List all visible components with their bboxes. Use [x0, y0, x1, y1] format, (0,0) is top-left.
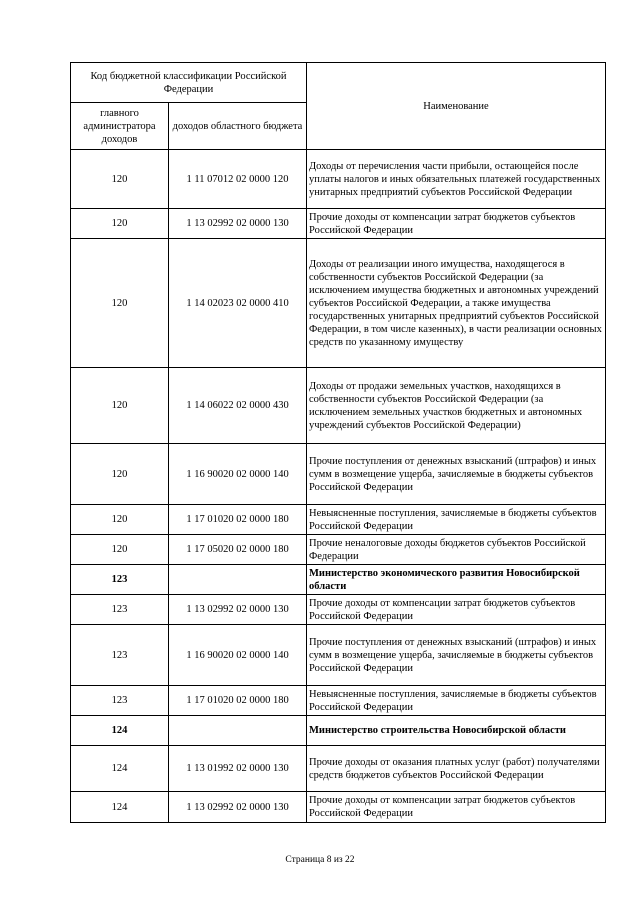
ministry-name-cell: Министерство экономического развития Новосибирской области: [307, 565, 606, 595]
page-number: Страница 8 из 22: [285, 855, 355, 865]
name-cell: Прочие поступления от денежных взысканий (штрафов) и иных сумм в возмещение ущерба, зачисляемые в бюджеты субъектов Российской Федерации: [307, 625, 606, 686]
name-cell: Прочие поступления от денежных взысканий (штрафов) и иных сумм в возмещение ущерба, зачисляемые в бюджеты субъектов Российской Федерации: [307, 444, 606, 505]
header-row: [71, 63, 606, 103]
budget-classification-table: [70, 62, 606, 823]
admin-code-cell: 124: [71, 746, 169, 792]
admin-code-cell: 120: [71, 535, 169, 565]
admin-code-cell: 123: [71, 595, 169, 625]
admin-code-cell: 120: [71, 505, 169, 535]
admin-code-cell: 120: [71, 209, 169, 239]
income-code-cell: 1 16 90020 02 0000 140: [169, 444, 307, 505]
income-code-cell: 1 17 01020 02 0000 180: [169, 505, 307, 535]
table-row: [71, 535, 606, 565]
name-cell: Прочие доходы от компенсации затрат бюджетов субъектов Российской Федерации: [307, 209, 606, 239]
admin-code-cell: 123: [71, 565, 169, 595]
name-cell: Невыясненные поступления, зачисляемые в бюджеты субъектов Российской Федерации: [307, 505, 606, 535]
name-cell: Прочие доходы от компенсации затрат бюджетов субъектов Российской Федерации: [307, 595, 606, 625]
table-row: [71, 625, 606, 686]
admin-code-cell: 124: [71, 716, 169, 746]
income-code-cell: 1 17 01020 02 0000 180: [169, 686, 307, 716]
ministry-name-cell: Министерство строительства Новосибирской области: [307, 716, 606, 746]
name-cell: Доходы от реализации иного имущества, находящегося в собственности субъектов Российской Федерации (за исключением имущества бюджетных и автономных учреждений субъектов Российской Федерации, а также имущества государственных унитарных предприятий субъектов Российской Федерации, в том числе казенных), в части реализации основных средств по указанному имуществу: [307, 239, 606, 368]
admin-code-cell: 123: [71, 625, 169, 686]
table-row: [71, 746, 606, 792]
income-code-cell: 1 13 02992 02 0000 130: [169, 595, 307, 625]
admin-code-cell: 120: [71, 444, 169, 505]
admin-header: главного администратора доходов: [71, 103, 169, 150]
table-row: [71, 209, 606, 239]
income-code-cell: 1 13 01992 02 0000 130: [169, 746, 307, 792]
name-cell: Доходы от перечисления части прибыли, остающейся после уплаты налогов и иных обязательных платежей государственных унитарных предприятий субъектов Российской Федерации: [307, 150, 606, 209]
admin-code-cell: 123: [71, 686, 169, 716]
section-row: [71, 716, 606, 746]
table-row: [71, 444, 606, 505]
income-code-header: доходов областного бюджета: [169, 103, 307, 150]
income-code-cell: 1 11 07012 02 0000 120: [169, 150, 307, 209]
name-cell: Прочие доходы от оказания платных услуг (работ) получателями средств бюджетов субъектов Российской Федерации: [307, 746, 606, 792]
admin-code-cell: 124: [71, 792, 169, 823]
name-cell: Прочие доходы от компенсации затрат бюджетов субъектов Российской Федерации: [307, 792, 606, 823]
table-row: [71, 792, 606, 823]
admin-code-cell: 120: [71, 239, 169, 368]
income-code-cell: 1 16 90020 02 0000 140: [169, 625, 307, 686]
table-row: [71, 150, 606, 209]
table-row: [71, 368, 606, 444]
name-cell: Невыясненные поступления, зачисляемые в бюджеты субъектов Российской Федерации: [307, 686, 606, 716]
table-row: [71, 686, 606, 716]
name-cell: Доходы от продажи земельных участков, находящихся в собственности субъектов Российской Федерации (за исключением земельных участков бюджетных и автономных учреждений субъектов Российской Федерации): [307, 368, 606, 444]
income-code-cell: [169, 716, 307, 746]
table-row: [71, 595, 606, 625]
kbk-header: Код бюджетной классификации Российской Федерации: [71, 63, 307, 103]
income-code-cell: 1 17 05020 02 0000 180: [169, 535, 307, 565]
income-code-cell: [169, 565, 307, 595]
income-code-cell: 1 13 02992 02 0000 130: [169, 792, 307, 823]
admin-code-cell: 120: [71, 150, 169, 209]
admin-code-cell: 120: [71, 368, 169, 444]
table-row: [71, 239, 606, 368]
table-row: [71, 505, 606, 535]
income-code-cell: 1 14 06022 02 0000 430: [169, 368, 307, 444]
income-code-cell: 1 14 02023 02 0000 410: [169, 239, 307, 368]
section-row: [71, 565, 606, 595]
income-code-cell: 1 13 02992 02 0000 130: [169, 209, 307, 239]
name-header: Наименование: [307, 63, 606, 150]
name-cell: Прочие неналоговые доходы бюджетов субъектов Российской Федерации: [307, 535, 606, 565]
